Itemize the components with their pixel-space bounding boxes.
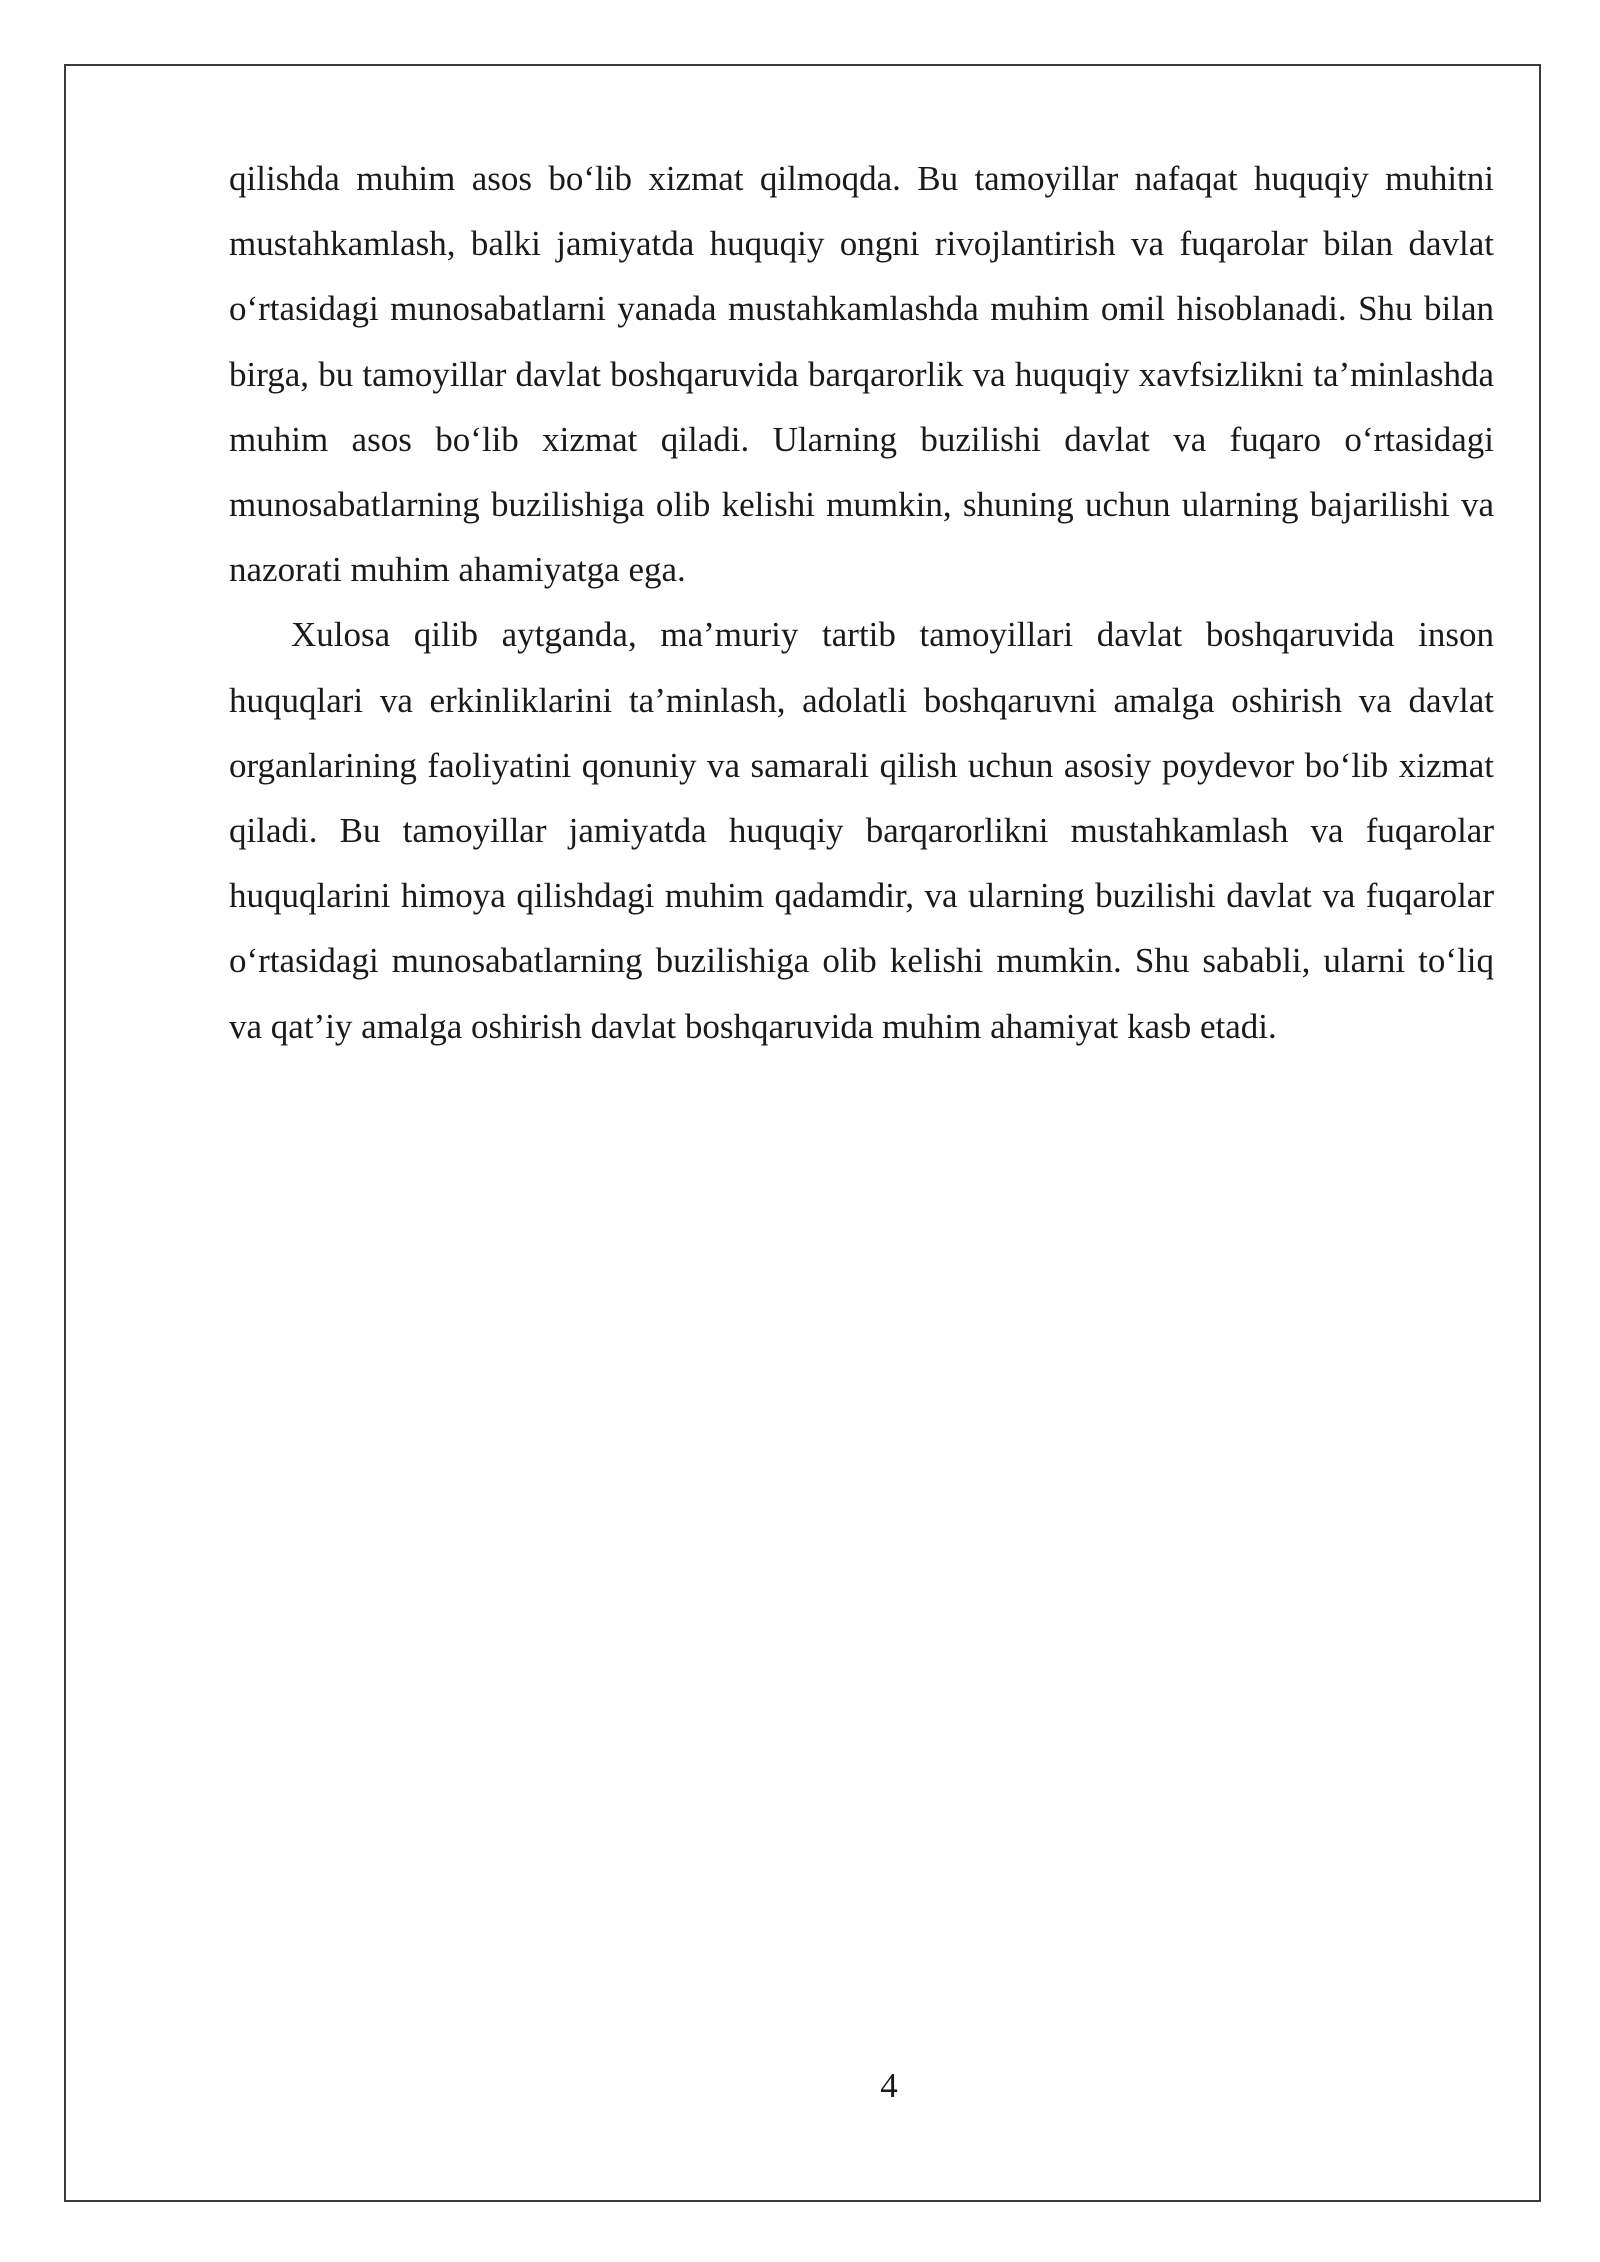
page-number: 4 [880,2066,898,2105]
paragraph-conclusion: Xulosa qilib aytganda, ma’muriy tartib tamoyillari davlat boshqaruvida inson huquqlari va erkinliklarini ta’minlash, adolatli boshqaruvni amalga oshirish va davlat organlarining faoliyatini qonuniy va samarali qilish uchun asosiy poydevor bo‘lib xizmat qiladi. Bu tamoyillar jamiyatda huquqiy barqarorlikni mustahkamlash va fuqarolar huquqlarini himoya qilishdagi muhim qadamdir, va ularning buzilishi davlat va fuqarolar o‘rtasidagi munosabatlarning buzilishiga olib kelishi mumkin. Shu sababli, ularni to‘liq va qat’iy amalga oshirish davlat boshqaruvida muhim ahamiyat kasb etadi. [229,615,1494,1046]
paragraph-continuation: qilishda muhim asos bo‘lib xizmat qilmoqda. Bu tamoyillar nafaqat huquqiy muhitni mustahkamlash, balki jamiyatda huquqiy ongni rivojlantirish va fuqarolar bilan davlat o‘rtasidagi munosabatlarni yanada mustahkamlashda muhim omil hisoblanadi. Shu bilan birga, bu tamoyillar davlat boshqaruvida barqarorlik va huquqiy xavfsizlikni ta’minlashda muhim asos bo‘lib xizmat qiladi. Ularning buzilishi davlat va fuqaro o‘rtasidagi munosabatlarning buzilishiga olib kelishi mumkin, shuning uchun ularning bajarilishi va nazorati muhim ahamiyatga ega. [229,159,1494,590]
document-body [229,146,1494,1059]
